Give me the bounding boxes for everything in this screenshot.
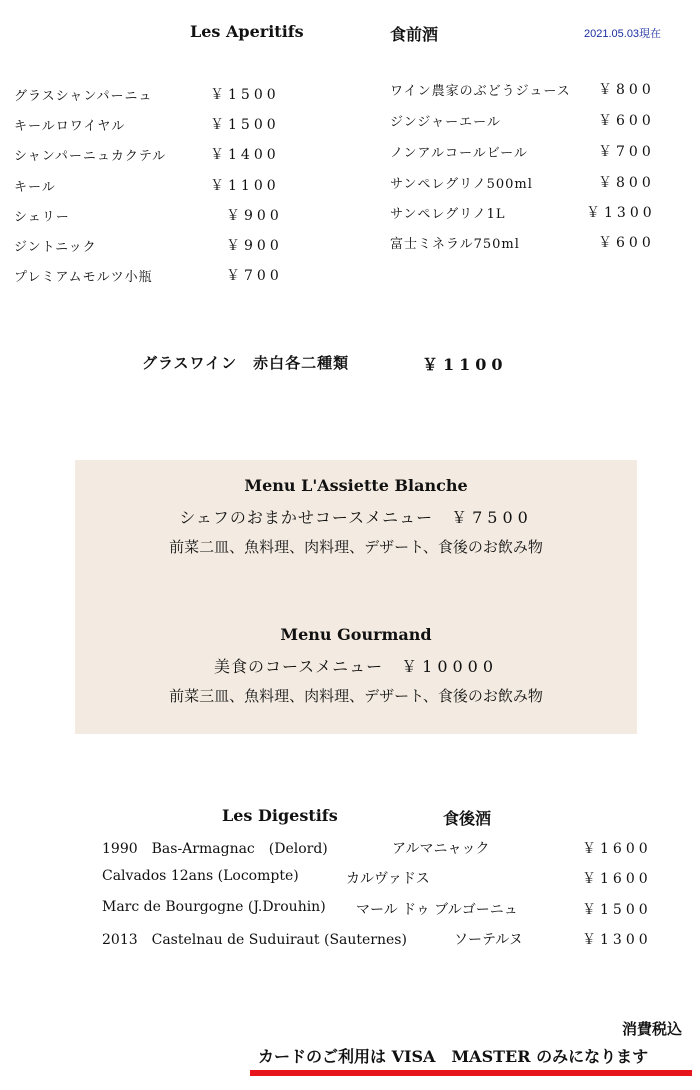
aperitif-price: ￥1500 (210, 87, 280, 103)
menu-items: 前菜二皿、魚料理、肉料理、デザート、食後のお飲み物 (169, 538, 543, 556)
menu-price: ￥10000 (401, 657, 499, 676)
aperitif-price: ￥900 (226, 238, 283, 254)
menu-title: Menu Gourmand (280, 625, 432, 644)
card-note: カードのご利用は VISA MASTER のみになります (258, 1047, 649, 1066)
digestif-name-jp: アルマニャック (392, 841, 490, 857)
card-note-underline (250, 1070, 692, 1076)
soft-drink-name: サンペレグリノ1L (390, 207, 506, 222)
aperitif-name: グラスシャンパーニュ (14, 89, 153, 104)
soft-drink-price: ￥700 (598, 144, 655, 160)
soft-drink-name: 富士ミネラル750ml (390, 237, 520, 252)
digestifs-title-fr: Les Digestifs (222, 806, 338, 825)
aperitif-price: ￥1100 (210, 178, 280, 194)
digestif-name: Calvados 12ans (Locompte) (102, 868, 299, 884)
soft-drink-price: ￥1300 (586, 205, 656, 221)
digestif-name: 1990 Bas-Armagnac (Delord) (102, 841, 328, 857)
digestifs-title-jp: 食後酒 (443, 809, 492, 828)
menu-description (75, 654, 637, 677)
soft-drink-name: サンペレグリノ500ml (390, 177, 533, 192)
aperitif-name: キールロワイヤル (14, 119, 126, 134)
soft-drink-name: ノンアルコールビール (390, 146, 528, 161)
menu-items: 前菜三皿、魚料理、肉料理、デザート、食後のお飲み物 (169, 687, 543, 705)
aperitif-name: プレミアムモルツ小瓶 (14, 270, 153, 285)
glass-wine-price: ￥1100 (422, 355, 508, 374)
aperitifs-title-jp: 食前酒 (390, 25, 439, 44)
soft-drink-name: ジンジャーエール (390, 115, 501, 130)
course-menu-box (75, 460, 637, 734)
aperitif-name: シェリー (14, 210, 70, 225)
glass-wine-label: グラスワイン 赤白各二種類 (142, 354, 350, 372)
menu-line: 美食のコースメニュー (213, 657, 384, 676)
date-note: 2021.05.03現在 (584, 28, 662, 40)
soft-drink-price: ￥600 (598, 235, 655, 251)
digestif-price: ￥1500 (582, 902, 652, 918)
soft-drink-price: ￥800 (598, 175, 655, 191)
digestif-name: Marc de Bourgogne (J.Drouhin) (102, 899, 326, 915)
soft-drink-price: ￥600 (598, 113, 655, 129)
aperitif-price: ￥1500 (210, 117, 280, 133)
digestif-name-jp: カルヴァドス (346, 871, 430, 887)
aperitif-price: ￥700 (226, 268, 283, 284)
aperitif-name: ジントニック (14, 240, 97, 255)
digestif-name: 2013 Castelnau de Suduiraut (Sauternes) (102, 932, 407, 948)
aperitif-price: ￥1400 (210, 147, 280, 163)
aperitif-name: シャンパーニュカクテル (14, 149, 167, 164)
digestif-price: ￥1300 (582, 932, 652, 948)
digestif-name-jp: マール ドゥ ブルゴーニュ (356, 902, 518, 918)
tax-note: 消費税込 (621, 1020, 682, 1038)
aperitifs-title-fr: Les Aperitifs (190, 22, 304, 41)
digestif-price: ￥1600 (582, 871, 652, 887)
digestif-name-jp: ソーテルヌ (454, 932, 523, 948)
aperitif-price: ￥900 (226, 208, 283, 224)
soft-drink-price: ￥800 (598, 82, 655, 98)
soft-drink-name: ワイン農家のぶどうジュース (390, 84, 571, 99)
menu-price: ￥7500 (451, 508, 533, 527)
aperitif-name: キール (14, 180, 56, 195)
menu-description (75, 505, 637, 528)
menu-title: Menu L'Assiette Blanche (244, 476, 468, 495)
digestif-price: ￥1600 (582, 841, 652, 857)
menu-line: シェフのおまかせコースメニュー (179, 508, 434, 527)
